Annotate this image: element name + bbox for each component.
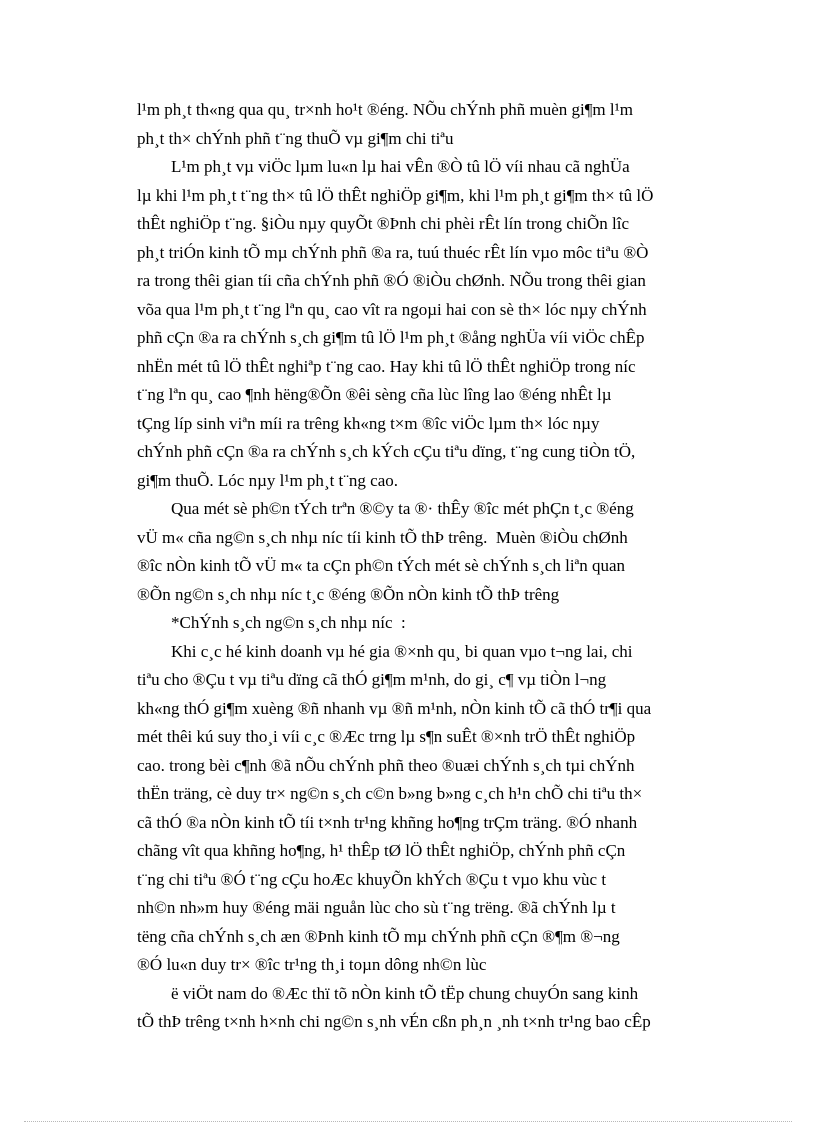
text-line: t¨ng lªn qu¸ cao ¶nh hëng®Õn ®êi sèng cña lùc lîng lao ®éng nhÊt lµ — [137, 385, 612, 404]
page-bottom-divider — [24, 1121, 792, 1122]
text-line: Qua mét sè ph©n tÝch trªn ®©y ta ®· thÊy ®îc mét phÇn t¸c ®éng — [137, 499, 634, 518]
text-line: vÜ m« cña ng©n s¸ch nhµ níc tíi kinh tÕ thÞ trêng. Muèn ®iÒu chØnh — [137, 527, 628, 547]
text-line: ®Õn ng©n s¸ch nhµ níc t¸c ®éng ®Õn nÒn kinh tÕ thÞ trêng — [137, 584, 560, 604]
text-line: cã thÓ ®a nÒn kinh tÕ tíi t×nh tr¹ng khñng ho¶ng trÇm träng. ®Ó nhanh — [137, 812, 638, 832]
text-line: nh©n nh»m huy ®éng mäi nguån lùc cho sù t¨ng trëng. ®ã chÝnh lµ t — [137, 898, 616, 917]
text-line: tëng cña chÝnh s¸ch æn ®Þnh kinh tÕ mµ chÝnh phñ cÇn ®¶m ®¬ng — [137, 926, 620, 946]
text-line: tÕ thÞ trêng t×nh h×nh chi ng©n s¸nh vÉn cßn ph¸n ¸nh t×nh tr¹ng bao cÊp — [137, 1012, 651, 1031]
text-line: gi¶m thuÕ. Lóc nµy l¹m ph¸t t¨ng cao. — [137, 470, 399, 490]
body-text — [137, 96, 722, 1037]
text-line: lµ khi l¹m ph¸t t¨ng th× tû lÖ thÊt nghiÖp gi¶m, khi l¹m ph¸t gi¶m th× tû lÖ — [137, 185, 654, 205]
text-line: thÊt nghiÖp t¨ng. §iÒu nµy quyÕt ®Þnh chi phèi rÊt lín trong chiÕn lîc — [137, 214, 630, 233]
text-line: *ChÝnh s¸ch ng©n s¸ch nhµ níc : — [137, 613, 406, 632]
text-line: mét thêi kú suy tho¸i víi c¸c ®Æc trng lµ s¶n suÊt ®×nh trÖ thÊt nghiÖp — [137, 727, 636, 746]
text-line: ®Ó lu«n duy tr× ®îc tr¹ng th¸i toµn dông nh©n lùc — [137, 955, 487, 974]
text-line: ®îc nÒn kinh tÕ vÜ m« ta cÇn ph©n tÝch mét sè chÝnh s¸ch liªn quan — [137, 556, 626, 575]
text-line: cao. trong bèi c¶nh ®ã nÕu chÝnh phñ theo ®uæi chÝnh s¸ch tµi chÝnh — [137, 755, 635, 775]
text-line: nhËn mét tû lÖ thÊt nghiªp t¨ng cao. Hay khi tû lÖ thÊt nghiÖp trong níc — [137, 356, 636, 376]
text-line: ph¸t triÓn kinh tÕ mµ chÝnh phñ ®a ra, tuú thuéc rÊt lín vµo môc tiªu ®Ò — [137, 242, 649, 262]
text-line: ra trong thêi gian tíi cña chÝnh phñ ®Ó ®iÒu chØnh. NÕu trong thêi gian — [137, 271, 646, 290]
text-line: Khi c¸c hé kinh doanh vµ hé gia ®×nh qu¸ bi quan vµo t¬ng lai, chi — [137, 641, 633, 661]
text-line: l¹m ph¸t th«ng qua qu¸ tr×nh ho¹t ®éng. NÕu chÝnh phñ muèn gi¶m l¹m — [137, 100, 633, 119]
text-line: phñ cÇn ®a ra chÝnh s¸ch gi¶m tû lÖ l¹m ph¸t ®ång nghÜa víi viÖc chÊp — [137, 328, 645, 347]
text-line: ph¸t th× chÝnh phñ t¨ng thuÕ vµ gi¶m chi tiªu — [137, 128, 454, 148]
text-line: chãng vît qua khñng ho¶ng, h¹ thÊp tØ lÖ thÊt nghiÖp, chÝnh phñ cÇn — [137, 841, 626, 860]
text-line: kh«ng thÓ gi¶m xuèng ®ñ nhanh vµ ®ñ m¹nh, nÒn kinh tÕ cã thÓ tr¶i qua — [137, 698, 652, 718]
text-line: thËn träng, cè duy tr× ng©n s¸ch c©n b»ng b»ng c¸ch h¹n chÕ chi tiªu th× — [137, 784, 643, 803]
text-line: ë viÖt nam do ®Æc thï tõ nÒn kinh tÕ tËp chung chuyÓn sang kinh — [137, 983, 639, 1003]
text-line: L¹m ph¸t vµ viÖc lµm lu«n lµ hai vÊn ®Ò tû lÖ víi nhau cã nghÜa — [137, 157, 630, 176]
text-line: võa qua l¹m ph¸t t¨ng lªn qu¸ cao vît ra ngoµi hai con sè th× lóc nµy chÝnh — [137, 299, 647, 319]
text-line: t¨ng chi tiªu ®Ó t¨ng cÇu hoÆc khuyÕn khÝch ®Çu t vµo khu vùc t — [137, 869, 607, 889]
text-line: chÝnh phñ cÇn ®a ra chÝnh s¸ch kÝch cÇu tiªu dïng, t¨ng cung tiÒn tÖ, — [137, 442, 636, 461]
text-line: tiªu cho ®Çu t vµ tiªu dïng cã thÓ gi¶m m¹nh, do gi¸ c¶ vµ tiÒn l¬ng — [137, 670, 607, 689]
text-line: tÇng líp sinh viªn míi ra trêng kh«ng t×m ®îc viÖc lµm th× lóc nµy — [137, 413, 600, 433]
